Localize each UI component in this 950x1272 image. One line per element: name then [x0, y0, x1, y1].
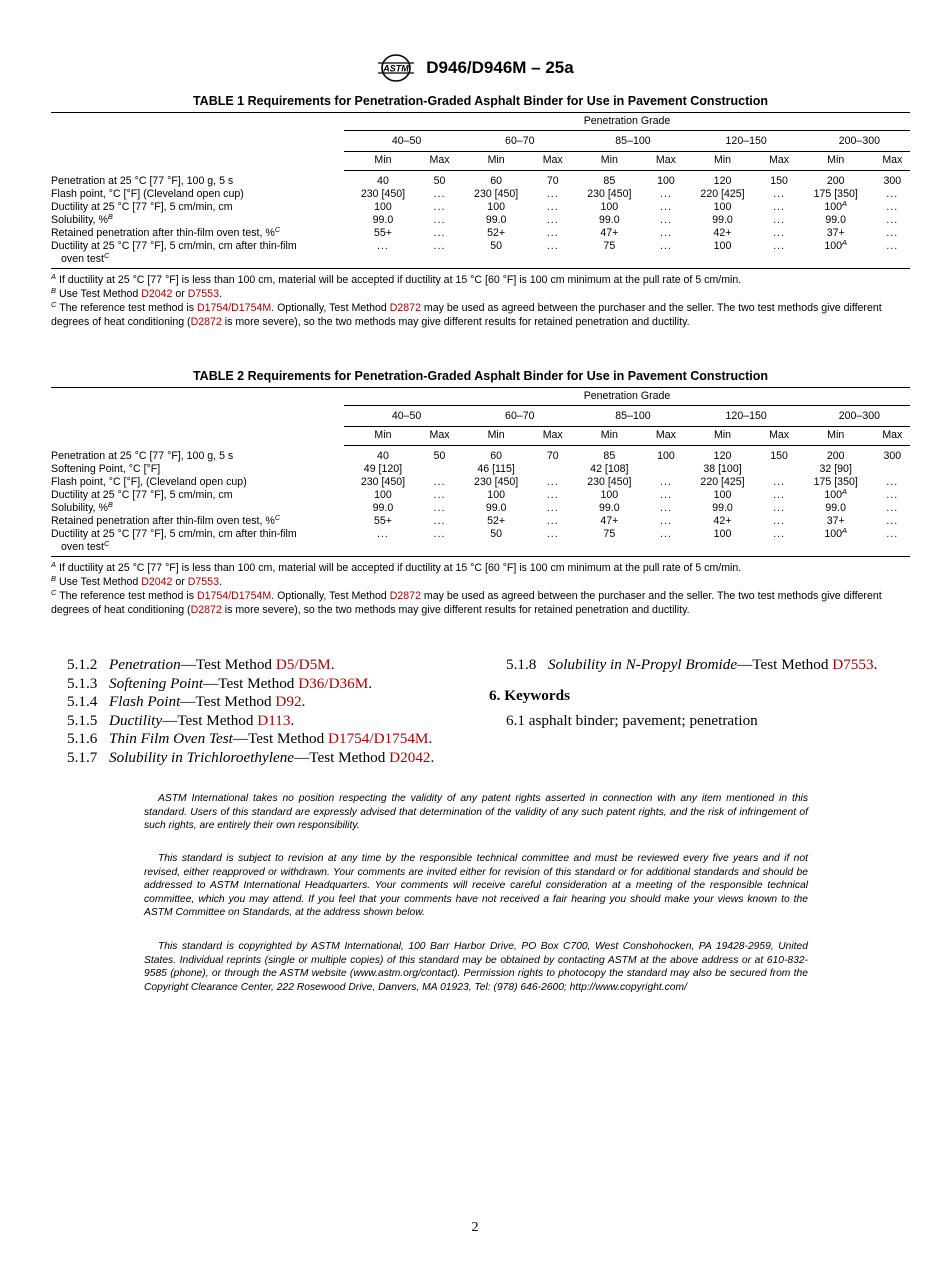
table-row: Softening Point, °C [°F] 49 [120] 46 [115] 42 [108] 38 [100] 32 [90]	[51, 463, 852, 475]
col-min: Min	[797, 427, 875, 446]
table-1-grid	[51, 112, 910, 269]
footnote-b: $^B$ Use Test Method D2042 or D7553.	[51, 574, 222, 588]
footnote-a: $^A$ If ductility at 25 °C [77 °F] is less than 100 cm, material will be accepted if ductility at 15 °C [60 °F] is 100 cm minimum at the pull rate of 5 cm/min.	[51, 272, 742, 286]
link-d1754[interactable]: D1754/D1754M	[196, 590, 272, 602]
table-2	[51, 369, 910, 617]
link-d7553[interactable]: D7553	[832, 656, 874, 673]
table-1	[51, 94, 910, 329]
link-d2042[interactable]: D2042	[141, 288, 173, 300]
list-item: 5.1.3 Softening Point—Test Method D36/D36M.	[67, 674, 373, 692]
table-row: Ductility at 25 °C [77 °F], 5 cm/min, cm after thin-film oven test$^C$ ... ... 50 ... 75 ... 100 ... $100^A$ ...	[51, 240, 910, 269]
table-row: Solubility, %$^B$ 99.0 ... 99.0 ... 99.0 ... 99.0 ... 99.0 ...	[51, 500, 899, 514]
table-2-footnotes	[51, 561, 910, 617]
footnote-a: $^A$ If ductility at 25 °C [77 °F] is less than 100 cm, material will be accepted if ductility at 15 °C [60 °F] is 100 cm minimum at the pull rate of 5 cm/min.	[51, 560, 742, 574]
page-header	[0, 52, 950, 84]
col-max: Max	[422, 152, 457, 171]
col-min: Min	[684, 427, 762, 446]
list-item: 5.1.6 Thin Film Oven Test—Test Method D1754/D1754M.	[67, 730, 433, 747]
revision-notice: This standard is subject to revision at any time by the responsible technical committee and must be reviewed every five years and if not revised, either reapproved or withdrawn. Your comments are invited either for revision of this standard or for additional standards and should be addressed to ASTM International Headquarters. Your comments will receive careful consideration at a meeting of the responsible technical committee, which you may attend. If you feel that your comments have not received a fair hearing you should make your views known to the ASTM Committee on Standards, at the address shown below.	[144, 853, 808, 919]
page-number: 2	[471, 1220, 479, 1235]
link-d7553[interactable]: D7553	[187, 576, 219, 588]
footnote-c: $^C$ The reference test method is D1754/D1754M. Optionally, Test Method D2872 may be used as agreed between the purchaser and the seller. The two test methods give different degrees of heat conditioning (D2872 is more severe), so the two methods may give different results for retained penetration and ductility.	[51, 300, 882, 328]
table-1-title: TABLE 1 Requirements for Penetration-Graded Asphalt Binder for Use in Pavement Construction	[192, 94, 769, 108]
col-max: Max	[535, 152, 570, 171]
table-1-penetration-grade-header: Penetration Grade	[344, 113, 910, 131]
table-2-grade: 85–100	[570, 406, 683, 427]
col-min: Min	[344, 152, 422, 171]
table-row: Flash point, °C [°F], (Cleveland open cup) 230 [450] ... 230 [450] ... 230 [450] ... 220 [425] ... 175 [350] ...	[51, 476, 899, 488]
table-1-grade: 60–70	[457, 131, 570, 152]
list-item: 5.1.8 Solubility in N-Propyl Bromide—Test Method D7553.	[506, 656, 878, 673]
table-row: Retained penetration after thin-film oven test, %$^C$ 55+ ... 52+ ... 47+ ... 42+ ... 37+ ...	[51, 513, 899, 527]
table-row: Solubility, %$^B$ 99.0 ... 99.0 ... 99.0 ... 99.0 ... 99.0 ...	[51, 212, 899, 226]
col-max: Max	[875, 152, 910, 171]
link-d2872[interactable]: D2872	[389, 302, 421, 314]
table-1-grade: 85–100	[570, 131, 683, 152]
table-1-grade: 40–50	[344, 131, 457, 152]
col-min: Min	[570, 427, 648, 446]
table-2-title: TABLE 2 Requirements for Penetration-Graded Asphalt Binder for Use in Pavement Construction	[192, 369, 769, 383]
table-1-footnotes	[51, 273, 910, 329]
table-row: Penetration at 25 °C [77 °F], 100 g, 5 s 40 50 60 70 85 100 120 150 200 300	[51, 449, 902, 462]
table-row: Ductility at 25 °C [77 °F], 5 cm/min, cm 100 ... 100 ... 100 ... 100 ... $100^A$ ...	[51, 487, 899, 501]
col-max: Max	[648, 427, 683, 446]
list-item: 5.1.5 Ductility—Test Method D113.	[67, 711, 295, 729]
link-d2872[interactable]: D2872	[389, 590, 421, 602]
link-d2872[interactable]: D2872	[190, 316, 222, 328]
link-d1754[interactable]: D1754/D1754M	[196, 302, 272, 314]
patent-notice: ASTM International takes no position respecting the validity of any patent rights asserted in connection with any item mentioned in this standard. Users of this standard are expressly advised that determination of the validity of any such patent rights, and the risk of infringement of such rights, are entirely their own responsibility.	[144, 793, 808, 832]
link-d36[interactable]: D36/D36M	[298, 674, 369, 692]
table-1-grade: 200–300	[797, 131, 910, 152]
col-min: Min	[457, 152, 535, 171]
table-row: Retained penetration after thin-film oven test, %$^C$ 55+ ... 52+ ... 47+ ... 42+ ... 37+ ...	[51, 225, 899, 239]
col-min: Min	[457, 427, 535, 446]
list-item: 5.1.2 Penetration—Test Method D5/D5M.	[67, 656, 335, 673]
col-max: Max	[422, 427, 457, 446]
table-2-grade: 120–150	[684, 406, 797, 427]
document-designation: D946/D946M – 25a	[426, 58, 574, 77]
link-d7553[interactable]: D7553	[187, 288, 219, 300]
link-d1754[interactable]: D1754/D1754M	[328, 730, 429, 747]
table-2-grade: 200–300	[797, 406, 910, 427]
list-item: 5.1.4 Flash Point—Test Method D92.	[67, 693, 306, 710]
footnote-b: $^B$ Use Test Method D2042 or D7553.	[51, 286, 222, 300]
link-d113[interactable]: D113	[257, 711, 291, 729]
col-min: Min	[570, 152, 648, 171]
table-2-grid	[51, 387, 910, 557]
col-min: Min	[797, 152, 875, 171]
astm-logo-icon	[376, 52, 416, 84]
link-d2042[interactable]: D2042	[141, 576, 173, 588]
list-item: 5.1.7 Solubility in Trichloroethylene—Test Method D2042.	[67, 748, 435, 766]
table-row: Ductility at 25 °C [77 °F], 5 cm/min, cm 100 ... 100 ... 100 ... 100 ... $100^A$ ...	[51, 199, 899, 213]
col-max: Max	[535, 427, 570, 446]
table-2-penetration-grade-header: Penetration Grade	[344, 388, 910, 406]
link-d2872[interactable]: D2872	[190, 604, 222, 616]
copyright-notice: This standard is copyrighted by ASTM International, 100 Barr Harbor Drive, PO Box C700, West Conshohocken, PA 19428-2959, United States. Individual reprints (single or multiple copies) of this standard may be obtained by contacting ASTM at the above address or at 610-832-9585 (phone), or through the ASTM website (www.astm.org/contact). Permission rights to photocopy the standard may also be secured from the Copyright Clearance Center, 222 Rosewood Drive, Danvers, MA 01923, Tel: (978) 646-2600; http://www.copyright.com/	[144, 941, 808, 993]
table-1-grade: 120–150	[684, 131, 797, 152]
table-row: Ductility at 25 °C [77 °F], 5 cm/min, cm after thin-film oven test$^C$ ... ... 50 ... 75 ... 100 ... $100^A$ ...	[51, 528, 910, 557]
col-max: Max	[875, 427, 910, 446]
col-max: Max	[761, 152, 796, 171]
col-min: Min	[684, 152, 762, 171]
col-min: Min	[344, 427, 422, 446]
link-d5[interactable]: D5/D5M	[275, 656, 331, 673]
table-2-grade: 40–50	[344, 406, 457, 427]
col-max: Max	[648, 152, 683, 171]
section-5-1-left-column	[67, 656, 467, 767]
col-max: Max	[761, 427, 796, 446]
table-2-grade: 60–70	[457, 406, 570, 427]
link-d2042[interactable]: D2042	[389, 748, 431, 766]
keywords-text: 6.1 asphalt binder; pavement; penetration	[506, 712, 758, 729]
table-row: Penetration at 25 °C [77 °F], 100 g, 5 s 40 50 60 70 85 100 120 150 200 300	[51, 174, 902, 187]
footnote-c: $^C$ The reference test method is D1754/D1754M. Optionally, Test Method D2872 may be used as agreed between the purchaser and the seller. The two test methods give different degrees of heat conditioning (D2872 is more severe), so the two methods may give different results for retained penetration and ductility.	[51, 588, 882, 616]
table-row: Flash point, °C [°F] (Cleveland open cup) 230 [450] ... 230 [450] ... 230 [450] ... 220 [425] ... 175 [350] ...	[51, 188, 899, 200]
svg-text:ASTM: ASTM	[383, 63, 410, 74]
section-right-column	[489, 656, 909, 731]
link-d92[interactable]: D92	[275, 693, 302, 710]
keywords-heading: 6. Keywords	[489, 686, 570, 704]
